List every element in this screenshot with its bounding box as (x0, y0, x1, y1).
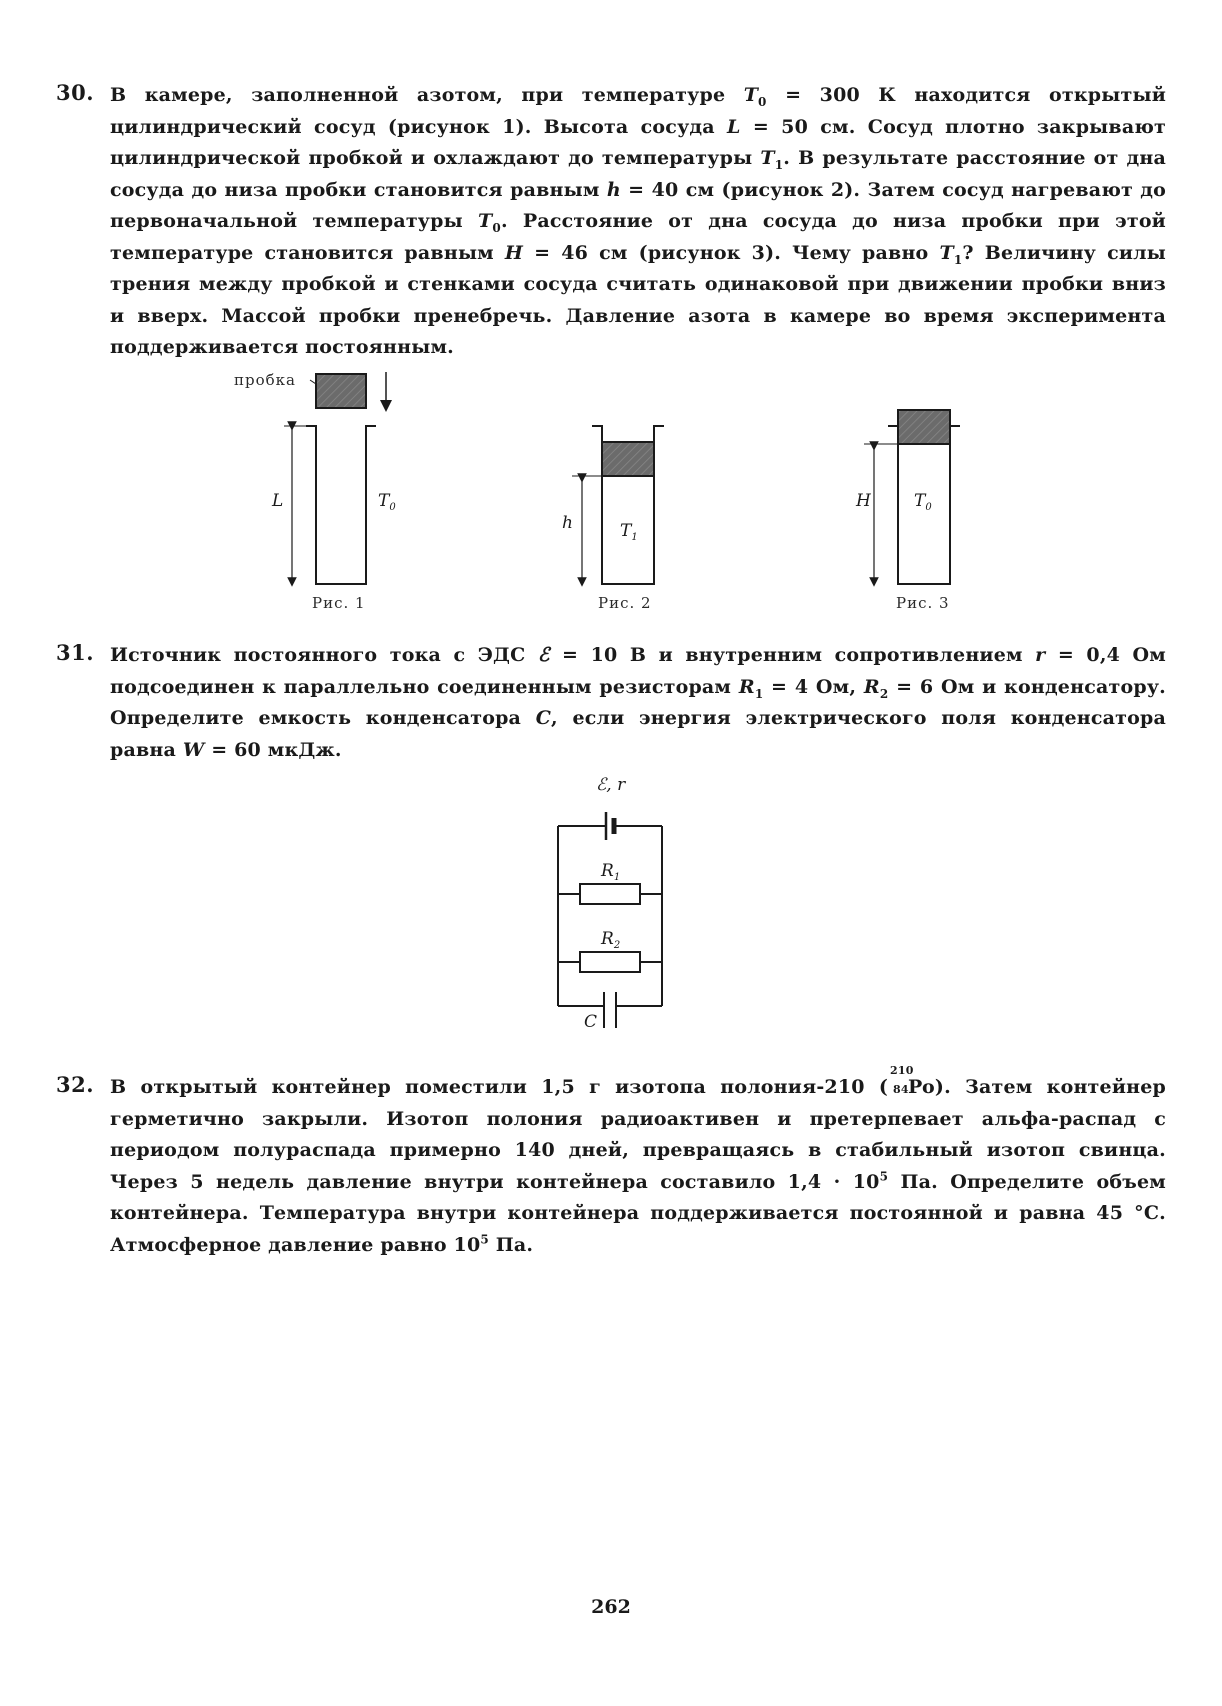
label-r1: $R_1$ (601, 861, 621, 883)
figure-1 (234, 371, 396, 612)
source-label: ℰ, r (596, 775, 626, 795)
label-r2: $R_2$ (601, 929, 621, 951)
label-T1: $T_1$ (620, 521, 638, 543)
problem-number: 30. (56, 80, 95, 105)
label-T0: $T_0$ (378, 491, 396, 513)
label-H: H (856, 491, 871, 511)
problem-text: Источник постоянного тока с ЭДС ℰ = 10 В и внутренним сопротивлением r = 0,4 Ом подсоединен к параллельно соединенным резисторам $R_1 = 4$ Ом, $R_2 = 6$ Ом и конденсатору. Определите емкость конденсатора C, если энергия электрического поля конденсатора равна W = 60 мкДж. (110, 644, 1166, 761)
problem-text: В камере, заполненной азотом, при температуре $T_0 = 300$ К находится открытый цилиндрический сосуд (рисунок 1). Высота сосуда L = 50 см. Сосуд плотно закрывают цилиндрической пробкой и охлаждают до температуры $T_1$. В результате расстояние от дна сосуда до низа пробки становится равным h = 40 см (рисунок 2). Затем сосуд нагревают до первоначальной температуры $T_0$. Расстояние от дна сосуда до низа пробки при этой температуре становится равным H = 46 см (рисунок 3). Чему равно $T_1$? Величину силы трения между пробкой и стенками сосуда считать одинаковой при движении пробки вниз и вверх. Массой пробки пренебречь. Давление азота в камере во время эксперимента поддерживается постоянным. (110, 84, 1167, 358)
figure-3 (855, 410, 960, 612)
problem-32 (56, 1064, 1166, 1261)
problem-number: 31. (56, 640, 95, 665)
cork-label: пробка (234, 371, 296, 389)
label-h: h (562, 513, 573, 533)
cork (316, 374, 366, 408)
fig2-caption: Рис. 2 (598, 594, 652, 612)
resistor-r2 (580, 952, 640, 972)
label-T0: $T_0$ (914, 491, 932, 513)
cork (898, 410, 950, 444)
problem-text: В открытый контейнер поместили 1,5 г изотопа полония-210 ( 210 84 Po). Затем контейнер герметично закрыли. Изотоп полония радиоактивен и претерпевает альфа-распад с периодом полураспада примерно 140 дней, превращаясь в стабильный изотоп свинца. Через 5 недель давление внутри контейнера составило $1,4 \cdot 10^5$ Па. Определите объем контейнера. Температура внутри контейнера поддерживается постоянной и равна 45 °С. Атмосферное давление равно $10^5$ Па. (110, 1064, 1166, 1256)
figure-2 (562, 426, 664, 612)
circuit-diagram (540, 770, 690, 1040)
label-c: C (584, 1012, 598, 1032)
fig3-caption: Рис. 3 (896, 594, 950, 612)
vessel-1 (306, 426, 376, 584)
problem-number: 32. (56, 1072, 95, 1097)
vessel-figures (0, 360, 1222, 620)
cork (602, 442, 654, 476)
fig1-caption: Рис. 1 (312, 594, 366, 612)
page-number: 262 (591, 1596, 631, 1618)
problem-31 (56, 640, 1166, 766)
label-L: L (272, 491, 284, 511)
isotope-notation: 210 84 (890, 1064, 914, 1096)
problem-30 (56, 80, 1166, 364)
resistor-r1 (580, 884, 640, 904)
